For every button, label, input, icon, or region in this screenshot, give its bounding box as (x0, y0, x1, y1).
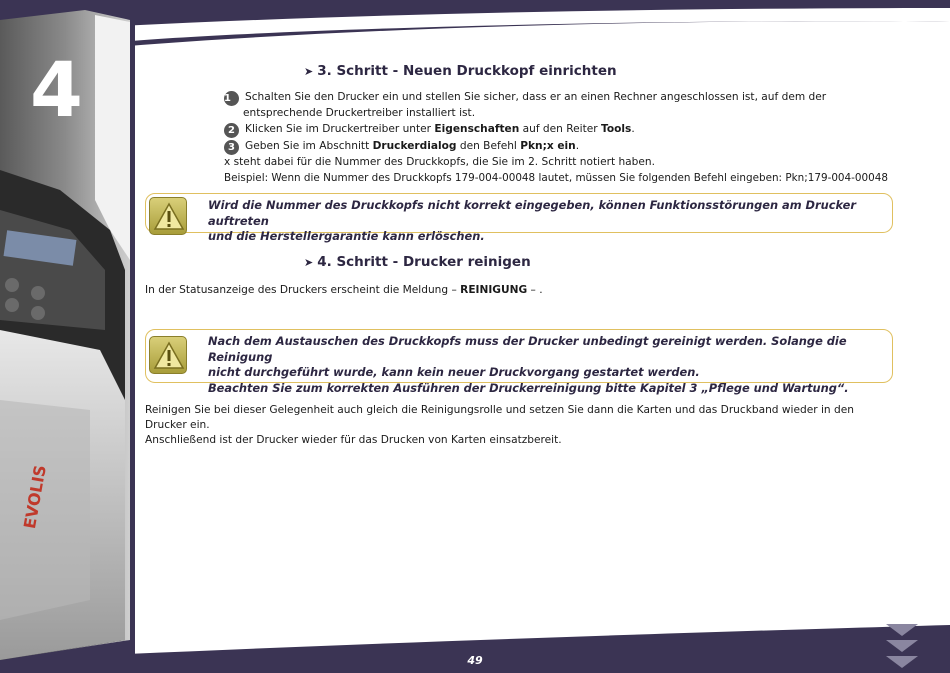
warning-1-line2: und die Herstellergarantie kann erlöschen. (208, 229, 485, 244)
step-3-text-end: . (575, 140, 580, 152)
step-2-bold-tools: Tools (601, 123, 632, 135)
warning-box-2 (145, 329, 893, 395)
warning-2-text (208, 334, 892, 397)
step-3-text-mid: den Befehl (456, 140, 521, 152)
step-3-bold-druckerdialog: Druckerdialog (372, 140, 457, 152)
note-line-2: Beispiel: Wenn die Nummer des Druckkopfs 179-004-00048 lautet, müssen Sie folgenden Befehl eingeben: Pkn;179-004-00048 (224, 172, 888, 184)
step-1 (224, 90, 888, 106)
step-1-continued: entsprechende Druckertreiber installiert ist. (243, 107, 476, 119)
warning-2-line2: nicht durchgeführt wurde, kann kein neuer Druckvorgang gestartet werden. (208, 365, 700, 380)
section3-heading-text: 3. Schritt - Neuen Druckkopf einrichten (317, 63, 617, 79)
step-3-bold-command: Pkn;x ein (520, 140, 576, 152)
step-1-badge: 1 (224, 91, 239, 106)
status-message (145, 283, 890, 298)
page-number: 49 (467, 654, 483, 667)
section4-heading (304, 253, 531, 272)
warning-2-line3: Beachten Sie zum korrekten Ausführen der Druckerreinigung bitte Kapitel 3 „Pflege und Wartung“. (208, 380, 849, 395)
warning-box-1 (145, 193, 893, 244)
status-message-text: In der Statusanzeige des Druckers erscheint die Meldung – (145, 284, 461, 296)
next-page-arrows-icon[interactable] (884, 622, 920, 672)
arrow-right-icon: ➤ (304, 65, 314, 78)
step-2-bold-eigenschaften: Eigenschaften (434, 123, 520, 135)
note-line-1: x steht dabei für die Nummer des Druckkopfs, die Sie im 2. Schritt notiert haben. (224, 156, 655, 168)
section4-heading-text: 4. Schritt - Drucker reinigen (317, 254, 531, 270)
step-3-badge: 3 (224, 140, 239, 155)
warning-1-line1: Wird die Nummer des Druckkopfs nicht korrekt eingegeben, können Funktionsstörungen am Drucker auftreten (208, 198, 856, 228)
step-3 (224, 139, 888, 155)
step-2-text-mid: auf den Reiter (519, 123, 601, 135)
warning-2-line1: Nach dem Austauschen des Druckkopfs muss der Drucker unbedingt gereinigt werden. Solange die Reinigung (208, 334, 847, 364)
warning-1-text (208, 198, 892, 245)
step-3-text: Geben Sie im Abschnitt (245, 140, 373, 152)
chapter-number: 4 (30, 45, 83, 134)
section3-heading (304, 62, 617, 81)
warning-icon (149, 197, 187, 235)
closing-paragraph (145, 403, 890, 447)
step-1-text-line1: Schalten Sie den Drucker ein und stellen Sie sicher, dass er an einen Rechner angeschlossen ist, auf dem der (245, 91, 827, 103)
closing-line2: Drucker ein. (145, 418, 210, 431)
status-message-bold: REINIGUNG (460, 284, 528, 296)
step-2 (224, 122, 888, 138)
step-2-text-end: . (631, 123, 635, 135)
step-2-badge: 2 (224, 123, 239, 138)
arrow-right-icon: ➤ (304, 256, 314, 269)
closing-line3: Anschließend ist der Drucker wieder für das Drucken von Karten einsatzbereit. (145, 433, 562, 446)
printer-logo: EVOLIS (20, 463, 50, 531)
closing-line1: Reinigen Sie bei dieser Gelegenheit auch gleich die Reinigungsrolle und setzen Sie dann die Karten und das Druckband wieder in den (145, 404, 854, 416)
status-message-end: – . (527, 284, 543, 296)
step-2-text: Klicken Sie im Druckertreiber unter (245, 123, 435, 135)
warning-icon (149, 336, 187, 374)
